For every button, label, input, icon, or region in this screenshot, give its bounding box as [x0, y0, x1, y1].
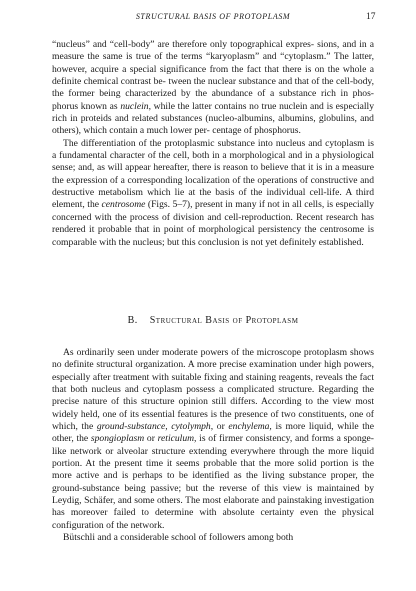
- text-run: or: [213, 421, 229, 433]
- term-spongioplasm: spongioplasm: [90, 433, 145, 445]
- text-run: is of firmer consistency, and forms a sponge-like network or alveolar structure extending everywhere through the more liquid portion. At the present time it seems probable that the more solid portion is the more active and is perhaps to be identified as the living substance proper, the ground-substance being passive; but the reverse of this view is maintained by Leydig, Schäfer, and some others. The most elaborate and painstaking investigation has moreover failed to determine with absolute certainty even the physical configuration of the network.: [52, 433, 374, 531]
- paragraph-differentiation: [52, 138, 374, 249]
- text-line: while the latter contains no true nuclein and: [150, 100, 324, 112]
- section-letter: B.: [127, 315, 138, 326]
- text-line: “nucleus” and “cell-body” are therefore only topographical expres-: [52, 39, 315, 50]
- text-run: As ordinarily seen under moderate powers of the microscope protoplasm shows no definite structural organization. A more precise examination under high powers, especially after treatment with suitable fixing and staining reagents, reveals the fact that both nucleus and cytoplasm possess a complicated structure. Regarding the precise nature of this structure opinion still differs. According to the view most widely held, one of its essential features is the presence of two constituents, one of which, the: [52, 347, 374, 433]
- text-line: tween the nuclear substance and that of the cell-body, the former: [52, 76, 375, 100]
- paragraph-protoplasm-structure: [52, 347, 374, 532]
- running-head: [0, 12, 416, 26]
- text-line: is especially rich in proteids and related substances (nucleo-albumins,: [52, 100, 375, 125]
- text-line: centage of phosphorus.: [212, 125, 301, 137]
- text-run: or: [144, 433, 158, 445]
- text-line: the fact that there is on the whole a definite chemical contrast be-: [52, 63, 374, 88]
- text-line: being characterized by the abundance of a substance rich in phos-: [99, 88, 374, 100]
- paragraph-nucleus-cell-body: [52, 39, 374, 138]
- body-text-upper: [52, 39, 374, 249]
- section-heading: [52, 315, 374, 326]
- term-centrosome: centrosome: [101, 199, 146, 211]
- text-line: “cytoplasm.” The latter, however, acquire a special significance from: [52, 51, 375, 75]
- term-reticulum: reticulum,: [157, 433, 197, 445]
- text-run: The differentiation of the protoplasmic substance into nucleus and cytoplasm is a fundamental character of the cell, both in a morphological and in a physiological sense; and, as will appear hereafter, there is reason to believe that it is in a measure the expression of a corresponding localization of the operations of constructive and destructive metabolism which lie at the basis of the individual cell-life. A third element, the: [52, 137, 374, 211]
- text-run: Bütschli and a considerable school of followers among both: [63, 532, 294, 544]
- page-number: 17: [366, 12, 376, 22]
- text-line: phorus known as: [52, 100, 121, 112]
- text-line: sions, and in a measure the same is true of the terms “karyoplasm” and: [52, 39, 374, 63]
- term-enchylema: enchylema,: [228, 421, 272, 433]
- running-title: STRUCTURAL BASIS OF PROTOPLASM: [135, 12, 291, 21]
- text-run: is more liquid, while the other, the: [52, 421, 374, 445]
- section-title: Structural Basis of Protoplasm: [149, 315, 299, 326]
- term-ground-substance: ground-substance, cytolymph,: [96, 421, 214, 433]
- text-line: albumins, globulins, and others), which contain a much lower per-: [52, 113, 374, 137]
- text-run: (Figs. 5–7), present in many if not in all cells, is especially concerned with the process of division and cell-reproduction. Recent research has rendered it probable that in point of morphological persistency the centrosome is comparable with the nucleus; but this conclusion is not yet definitely established.: [52, 199, 375, 248]
- paragraph-butschli: [52, 532, 374, 544]
- term-nuclein: nuclein,: [120, 100, 151, 112]
- body-text-lower: [52, 347, 374, 545]
